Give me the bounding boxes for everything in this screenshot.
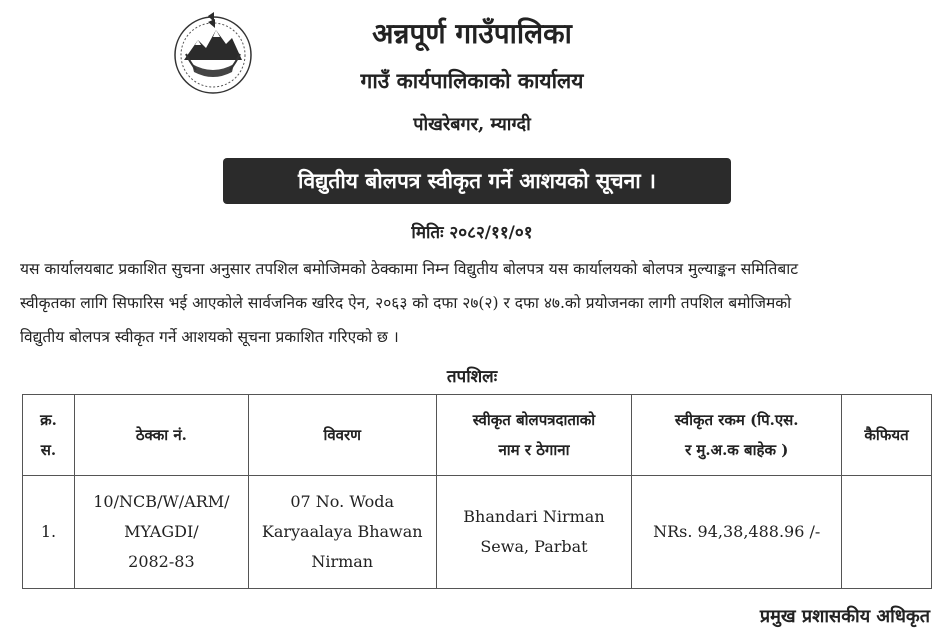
table-header-row <box>23 395 932 476</box>
table-row <box>23 476 932 589</box>
schedule-label: तपशिलः <box>446 367 498 387</box>
header-remarks <box>842 395 932 476</box>
header-amount-line: स्वीकृत रकम (पि.एस. <box>674 411 799 429</box>
header-amount-line: र मु.अ.क बाहेक ) <box>685 441 789 459</box>
office-address: पोखरेबगर, म्याग्दी <box>413 114 531 135</box>
cell-contract-no <box>74 476 248 589</box>
cell-description-line: Karyaalaya Bhawan <box>261 522 423 541</box>
header-description <box>248 395 436 476</box>
header-serial <box>23 395 75 476</box>
cell-description-line: Nirman <box>311 552 374 571</box>
header-serial-line: क्र. <box>40 411 57 429</box>
notice-body-line: यस कार्यालयबाट प्रकाशित सुचना अनुसार तपशिल बमोजिमको ठेक्कामा निम्न विद्युतीय बोलपत्र यस कार्यालयको बोलपत्र मुल्याङ्कन समितिबाट <box>20 260 799 278</box>
cell-contract-no-line: 10/NCB/W/ARM/ <box>93 492 230 511</box>
cell-remarks <box>842 476 932 589</box>
cell-amount <box>632 476 842 589</box>
cell-description-line: 07 No. Woda <box>290 492 395 511</box>
cell-serial-line: 1. <box>40 522 57 541</box>
notice-body <box>20 252 932 354</box>
cell-bidder-line: Bhandari Nirman <box>463 507 605 526</box>
notice-title: विद्युतीय बोलपत्र स्वीकृत गर्ने आशयको सूचना । <box>223 158 731 204</box>
cell-contract-no-line: MYAGDI/ <box>124 522 199 541</box>
cell-contract-no-line: 2082-83 <box>128 552 195 571</box>
notice-body-line: विद्युतीय बोलपत्र स्वीकृत गर्ने आशयको सूचना प्रकाशित गरिएको छ । <box>20 328 399 346</box>
org-name: अन्नपूर्ण गाउँपालिका <box>372 17 572 50</box>
header-bidder-line: स्वीकृत बोलपत्रदाताको <box>472 411 596 429</box>
notice-date: मितिः २०८२/११/०१ <box>411 223 533 243</box>
signatory-title: प्रमुख प्रशासकीय अधिकृत <box>759 606 930 627</box>
cell-bidder-line: Sewa, Parbat <box>480 537 588 556</box>
schedule-table <box>22 394 932 589</box>
cell-serial <box>23 476 75 589</box>
header-bidder-line: नाम र ठेगाना <box>498 441 570 459</box>
header-remarks-line: कैफियत <box>864 426 909 444</box>
cell-amount-line: NRs. 94,38,488.96 /- <box>653 522 821 541</box>
office-name: गाउँ कार्यपालिकाको कार्यालय <box>360 68 584 93</box>
header-contract-no-line: ठेक्का नं. <box>135 426 187 444</box>
header-serial-line: स. <box>40 441 57 459</box>
cell-description <box>248 476 436 589</box>
header-amount <box>632 395 842 476</box>
notice-body-line: स्वीकृतका लागि सिफारिस भई आएकोले सार्वजनिक खरिद ऐन, २०६३ को दफा २७(२) र दफा ४७.को प्रयोजनका लागी तपशिल बमोजिमको <box>20 294 792 312</box>
header-contract-no <box>74 395 248 476</box>
header-bidder <box>436 395 632 476</box>
cell-bidder <box>436 476 632 589</box>
header-description-line: विवरण <box>323 426 361 444</box>
